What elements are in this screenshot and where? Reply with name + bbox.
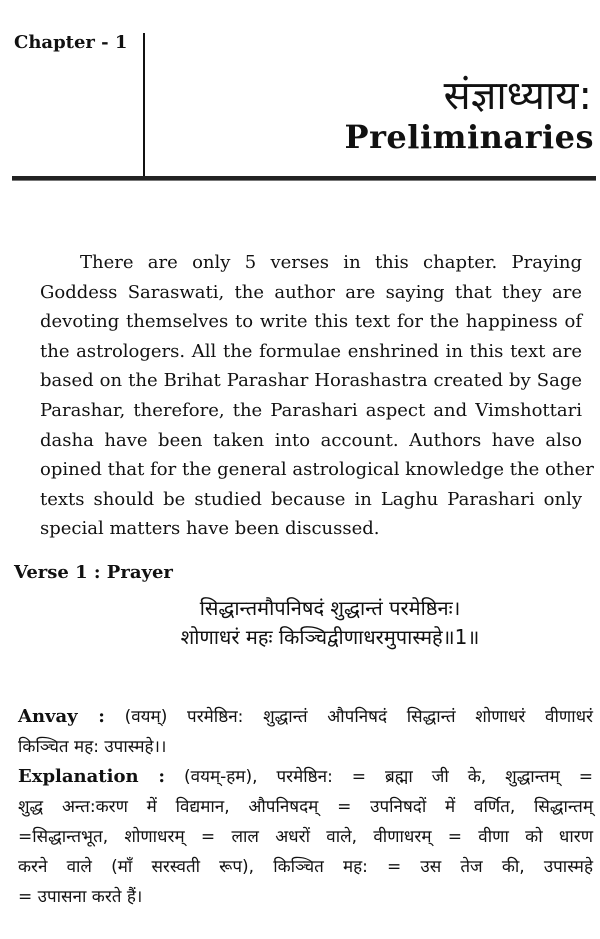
verse-line: सिद्धान्तमौपनिषदं शुद्धान्तं परमेष्ठिनः। — [199, 596, 461, 620]
chapter-label: Chapter - 1 — [14, 32, 128, 53]
explanation-text: = उपासना करते हैं। — [18, 887, 143, 907]
paragraph-line: special matters have been discussed. — [40, 518, 380, 540]
explanation-text: शुद्ध अन्त:करण में विद्यमान, औपनिषदम् = उपनिषदों में वर्णित, सिद्धान्तम् — [18, 797, 593, 817]
paragraph-line: the astrologers. All the formulae enshrined in this text are — [40, 340, 582, 362]
header-vertical-divider — [143, 33, 145, 179]
explanation-text: (वयम्-हम), परमेष्ठिन: = ब्रह्मा जी के, शुद्धान्तम् = — [184, 767, 594, 787]
paragraph-line: texts should be studied because in Laghu Parashari only — [40, 488, 582, 510]
paragraph-line: opined that for the general astrological knowledge the other — [40, 459, 594, 481]
chapter-title-english: Preliminaries — [344, 118, 594, 156]
paragraph-line: devoting themselves to write this text for the happiness of — [40, 311, 582, 333]
verse-heading: Verse 1 : Prayer — [14, 562, 173, 583]
paragraph-line: There are only 5 verses in this chapter. Praying — [80, 252, 582, 273]
paragraph-line: dasha have been taken into account. Authors have also — [40, 429, 582, 451]
explanation-label: Explanation : — [18, 766, 166, 787]
explanation-text: =सिद्धान्तभूत, शोणाधरम् = लाल अधरों वाले, वीणाधरम् = वीणा को धारण — [18, 827, 593, 847]
explanation-section — [18, 762, 593, 912]
paragraph-line: Goddess Saraswati, the author are saying that they are — [40, 281, 582, 303]
header-horizontal-rule — [12, 176, 596, 181]
anvay-section — [18, 702, 593, 762]
anvay-text: किञ्चित मह: उपास्महे।। — [18, 737, 167, 757]
explanation-text: करने वाले (माँ सरस्वती रूप), किञ्चित मह: = उस तेज की, उपास्महे — [18, 857, 593, 877]
paragraph-line: Parashar, therefore, the Parashari aspect and Vimshottari — [40, 399, 582, 421]
verse-line: शोणाधरं महः किञ्चिद्वीणाधरमुपास्महे॥1॥ — [180, 625, 480, 649]
paragraph-line: based on the Brihat Parashar Horashastra created by Sage — [40, 370, 582, 392]
anvay-text: (वयम्) परमेष्ठिन: शुद्धान्तं औपनिषदं सिद्धान्तं शोणाधरं वीणाधरं — [124, 707, 593, 727]
intro-paragraph — [40, 248, 594, 544]
anvay-label: Anvay : — [18, 706, 105, 727]
chapter-title-hindi: संज्ञाध्याय: — [443, 73, 592, 119]
